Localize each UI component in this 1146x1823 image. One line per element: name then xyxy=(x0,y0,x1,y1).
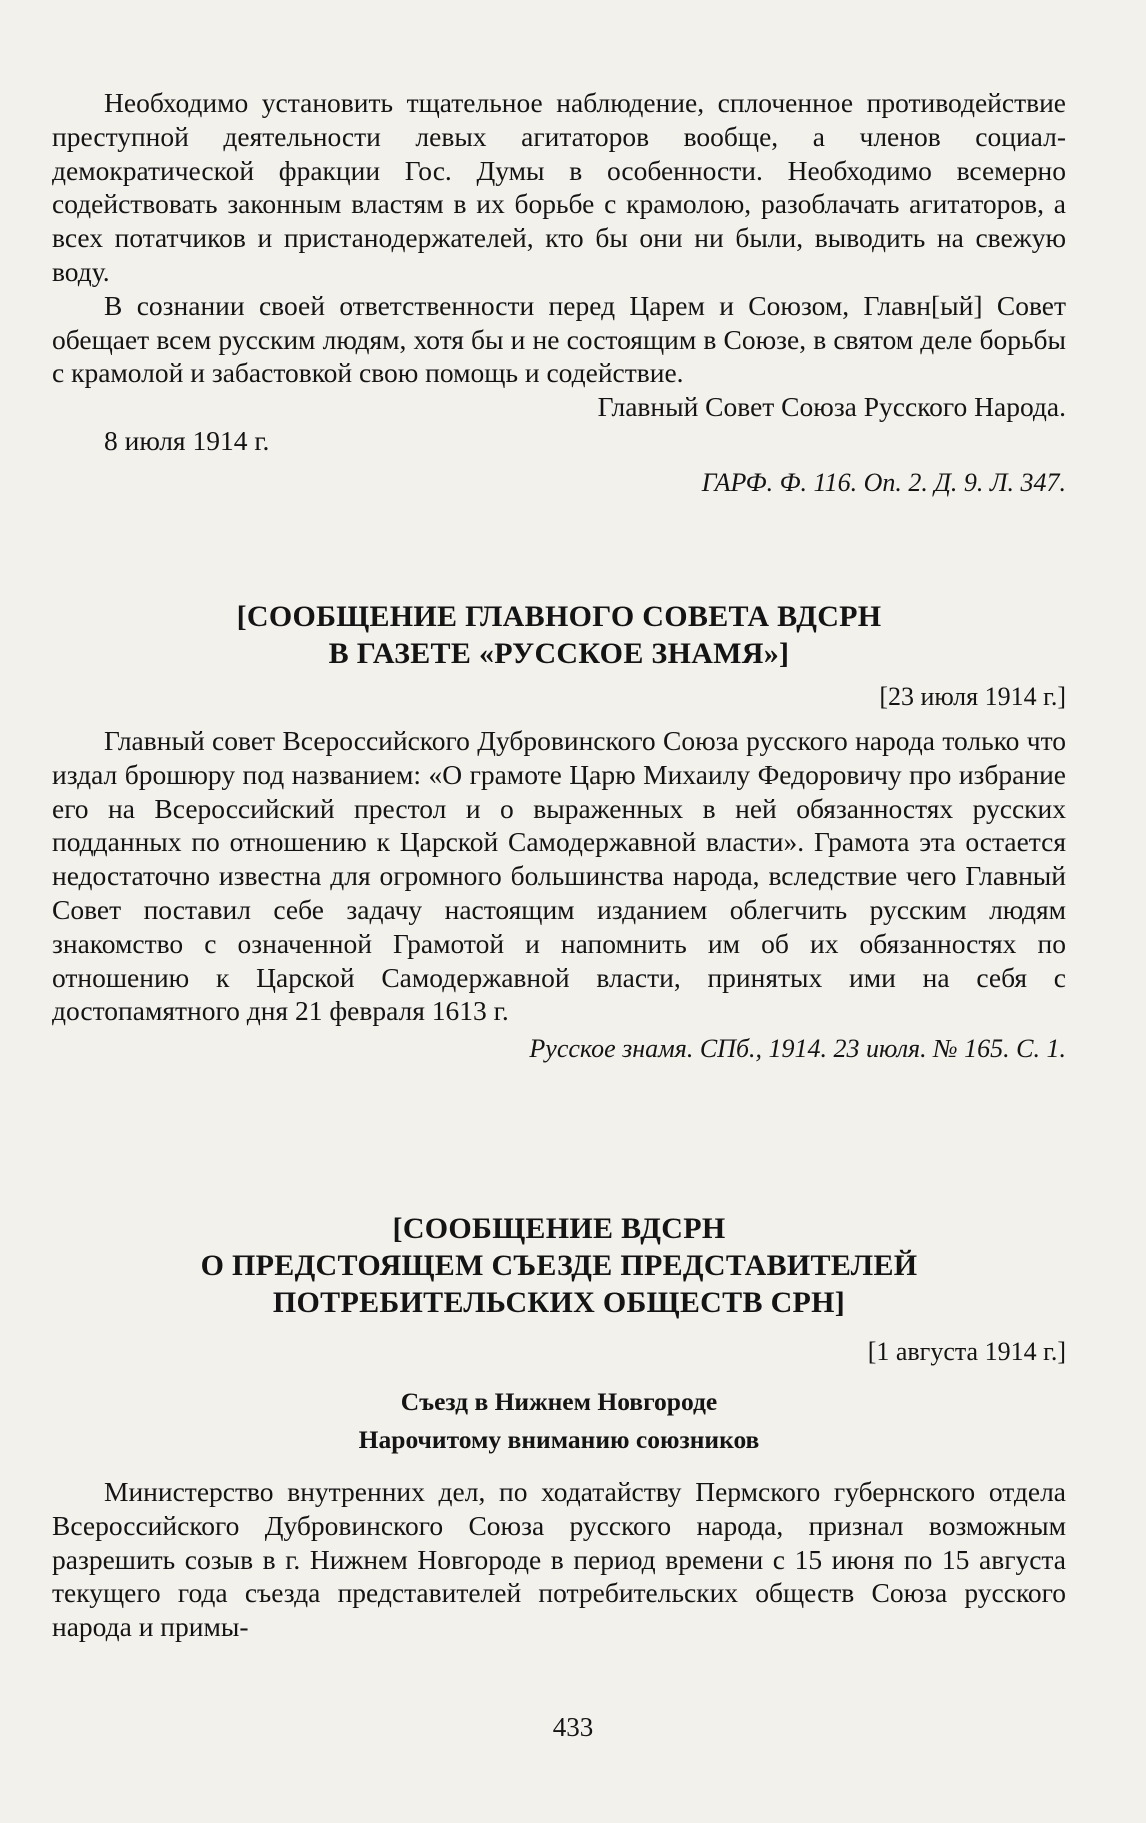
intro-paragraph-1: Необходимо установить тщательное наблюдение, сплоченное противодействие преступной деятельности левых агитаторов вообще, а членов социал-демократической фракции Гос. Думы в особенности. Необходимо всемерно содействовать законным властям в их борьбе с крамолою, разоблачать агитаторов, а всех потатчиков и пристанодержателей, кто бы они ни были, выводить на свежую воду. xyxy=(52,87,1066,287)
signature: Главный Совет Союза Русского Народа. xyxy=(597,391,1066,423)
section-3-body: Министерство внутренних дел, по ходатайству Пермского губернского отдела Всероссийского Дубровинского Союза русского народа, признал возможным разрешить созыв в г. Нижнем Новгороде в период времени с 15 июня по 15 августа текущего года съезда представителей потребительских обществ Союза русского народа и примы- xyxy=(52,1476,1066,1643)
section-2-citation: Русское знамя. СПб., 1914. 23 июля. № 165. С. 1. xyxy=(529,1034,1066,1064)
section-2 xyxy=(52,598,1066,1066)
section-2-date: [23 июля 1914 г.] xyxy=(879,682,1066,711)
intro-block xyxy=(52,86,1066,500)
section-3-subtitle-1: Съезд в Нижнем Новгороде xyxy=(400,1387,718,1416)
page-number: 433 xyxy=(552,1712,594,1742)
section-3-title-line-2: О ПРЕДСТОЯЩЕМ СЪЕЗДЕ ПРЕДСТАВИТЕЛЕЙ xyxy=(200,1249,918,1282)
section-2-title-line-2: В ГАЗЕТЕ «РУССКОЕ ЗНАМЯ»] xyxy=(328,637,790,670)
section-3-title-line-1: [СООБЩЕНИЕ ВДСРН xyxy=(392,1212,726,1245)
section-3-subtitle-2: Нарочитому вниманию союзников xyxy=(358,1425,760,1454)
archive-citation: ГАРФ. Ф. 116. Оп. 2. Д. 9. Л. 347. xyxy=(701,468,1066,498)
section-3-title-line-3: ПОТРЕБИТЕЛЬСКИХ ОБЩЕСТВ СРН] xyxy=(272,1286,846,1319)
intro-paragraph-2: В сознании своей ответственности перед Царем и Союзом, Главн[ый] Совет обещает всем русским людям, хотя бы и не состоящим в Союзе, в святом деле борьбы с крамолой и забастовкой свою помощь и содействие. xyxy=(52,289,1066,389)
section-2-title-line-1: [СООБЩЕНИЕ ГЛАВНОГО СОВЕТА ВДСРН xyxy=(236,600,882,633)
section-2-body: Главный совет Всероссийского Дубровинского Союза русского народа только что издал брошюру под названием: «О грамоте Царю Михаилу Федоровичу про избрание его на Всероссийский престол и о выраженных в ней обязанностях русских подданных по отношению к Царской Самодержавной власти». Грамота эта остается недостаточно известна для огромного большинства народа, вследствие чего Главный Совет поставил себе задачу настоящим изданием облегчить русским людям знакомство с означенной Грамотой и напомнить им об их обязанностях по отношению к Царской Самодержавной власти, принятых ими на себя с достопамятного дня 21 февраля 1613 г. xyxy=(52,725,1066,1027)
section-3-date: [1 августа 1914 г.] xyxy=(867,1337,1066,1366)
document-date: 8 июля 1914 г. xyxy=(104,425,270,457)
section-3 xyxy=(52,1210,1066,1644)
